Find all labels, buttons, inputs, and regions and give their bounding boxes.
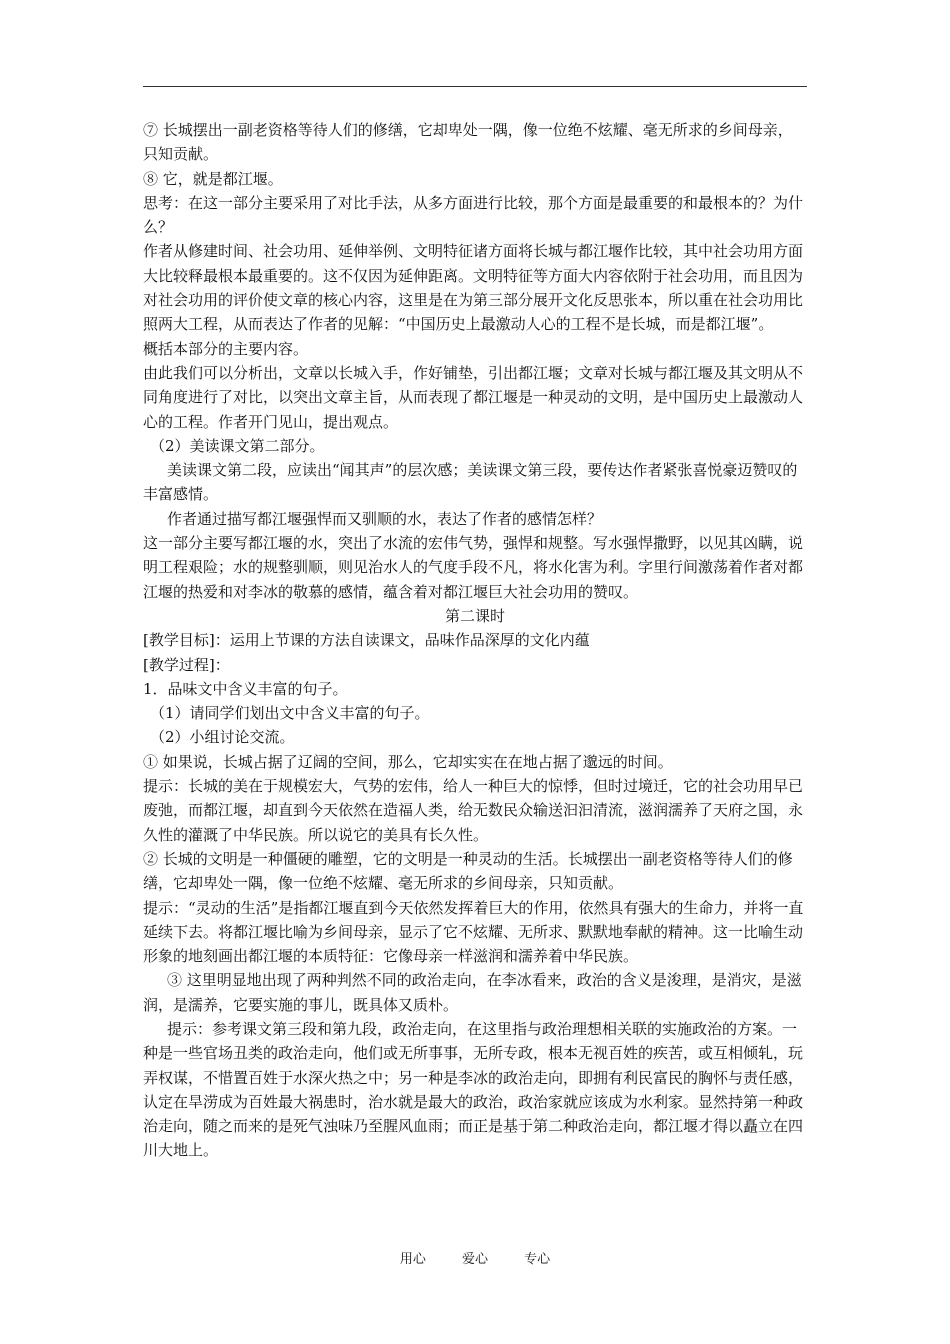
header-rule: [143, 86, 807, 87]
paragraph: ① 如果说，长城占据了辽阔的空间，那么，它却实实在在地占据了邈远的时间。: [143, 752, 673, 771]
paragraph: 作者从修建时间、社会功用、延伸举例、文明特征诸方面将长城与都江堰作比较，其中社会功用方面大比较释最根本最重要的。这不仅因为延伸距离。文明特征等方面大内容依附于社会功用，而且因为对社会功用的评价使文章的核心内容，这里是在为第三部分展开文化反思张本，所以重在社会功用比照两大工程，从而表达了作者的见解：“中国历史上最激动人心的工程不是长城，而是都江堰”。: [143, 242, 804, 334]
paragraph: 由此我们可以分析出，文章以长城入手，作好铺垫，引出都江堰；文章对长城与都江堰及其文明从不同角度进行了对比，以突出文章主旨，从而表现了都江堰是一种灵动的文明，是中国历史上最激动人心的工程。作者开门见山，提出观点。: [143, 363, 804, 431]
paragraph: ⑦ 长城摆出一副老资格等待人们的修缮，它却卑处一隅，像一位绝不炫耀、毫无所求的乡间母亲，只知贡献。: [143, 121, 793, 164]
paragraph: （2）小组讨论交流。: [150, 728, 295, 747]
paragraph: 思考：在这一部分主要采用了对比手法，从多方面进行比较，那个方面是最重要的和最根本的？为什么？: [143, 193, 804, 237]
paragraph: 提示：“灵动的生活”是指都江堰直到今天依然发挥着巨大的作用，依然具有强大的生命力，并将一直延续下去。将都江堰比喻为乡间母亲，显示了它不炫耀、无所求、默默地奉献的精神。这一比喻生动形象的地刻画出都江堰的本质特征：它像母亲一样滋润和濡养着中华民族。: [143, 898, 804, 966]
footer-item: 爱心: [461, 1252, 488, 1267]
footer-item: 用心: [399, 1252, 426, 1267]
paragraph: ③ 这里明显地出现了两种判然不同的政治走向，在李冰看来，政治的含义是浚理，是消灾，是滋润，是濡养，它要实施的事儿，既具体又质朴。: [143, 971, 802, 1014]
paragraph: [教学过程]：: [143, 655, 230, 674]
footer-item: 专心: [524, 1252, 551, 1267]
paragraph: 提示：长城的美在于规模宏大，气势的宏伟，给人一种巨大的惊悸，但时过境迁，它的社会功用早已废弛，而都江堰，却直到今天依然在造福人类，给无数民众输送汩汩清流，滋润濡养了天府之国，永久性的灌溉了中华民族。所以说它的美具有长久性。: [143, 777, 804, 844]
paragraph: [教学目标]：运用上节课的方法自读课文，品味作品深厚的文化内蕴: [143, 631, 590, 650]
paragraph: （2）美读课文第二部分。: [150, 436, 325, 455]
paragraph: 1．品味文中含义丰富的句子。: [143, 679, 348, 698]
paragraph: （1）请同学们划出文中含义丰富的句子。: [150, 704, 430, 723]
page-footer: [0, 1248, 950, 1267]
paragraph: 这一部分主要写都江堰的水，突出了水流的宏伟气势，强悍和规整。写水强悍撒野，以见其凶瞒，说明工程艰险；水的规整驯顺，则见治水人的气度手段不凡，将水化害为利。字里行间激荡着作者对都江堰的热爱和对李冰的敬慕的感情，蕴含着对都江堰巨大社会功用的赞叹。: [143, 534, 804, 601]
paragraph: 概括本部分的主要内容。: [143, 339, 309, 358]
paragraph: ⑧ 它，就是都江堰。: [143, 169, 283, 188]
paragraph: 作者通过描写都江堰强悍而又驯顺的水，表达了作者的感情怎样？: [167, 509, 603, 528]
paragraph: 美读课文第二段，应读出“闻其声”的层次感；美读课文第三段，要传达作者紧张喜悦豪迈赞叹的丰富感情。: [143, 461, 798, 504]
section-heading: 第二课时: [444, 606, 505, 625]
paragraph: 提示：参考课文第三段和第九段，政治走向，在这里指与政治理想相关联的实施政治的方案。一种是一些官场丑类的政治走向，他们或无所事事，无所专政，根本无视百姓的疾苦，或互相倾轧，玩弄权谋，不惜置百姓于水深火热之中；另一种是李冰的政治走向，即拥有利民富民的胸怀与责任感，认定在旱涝成为百姓最大祸患时，治水就是最大的政治，政治家就应该成为水利家。显然持第一种政治走向，随之而来的是死气浊味乃至腥风血雨；而正是基于第二种政治走向，都江堰才得以矗立在四川大地上。: [143, 1019, 804, 1160]
paragraph: ② 长城的文明是一种僵硬的雕塑，它的文明是一种灵动的生活。长城摆出一副老资格等待人们的修缮，它却卑处一隅，像一位绝不炫耀、毫无所求的乡间母亲，只知贡献。: [143, 849, 793, 893]
document-body: [143, 118, 807, 1163]
